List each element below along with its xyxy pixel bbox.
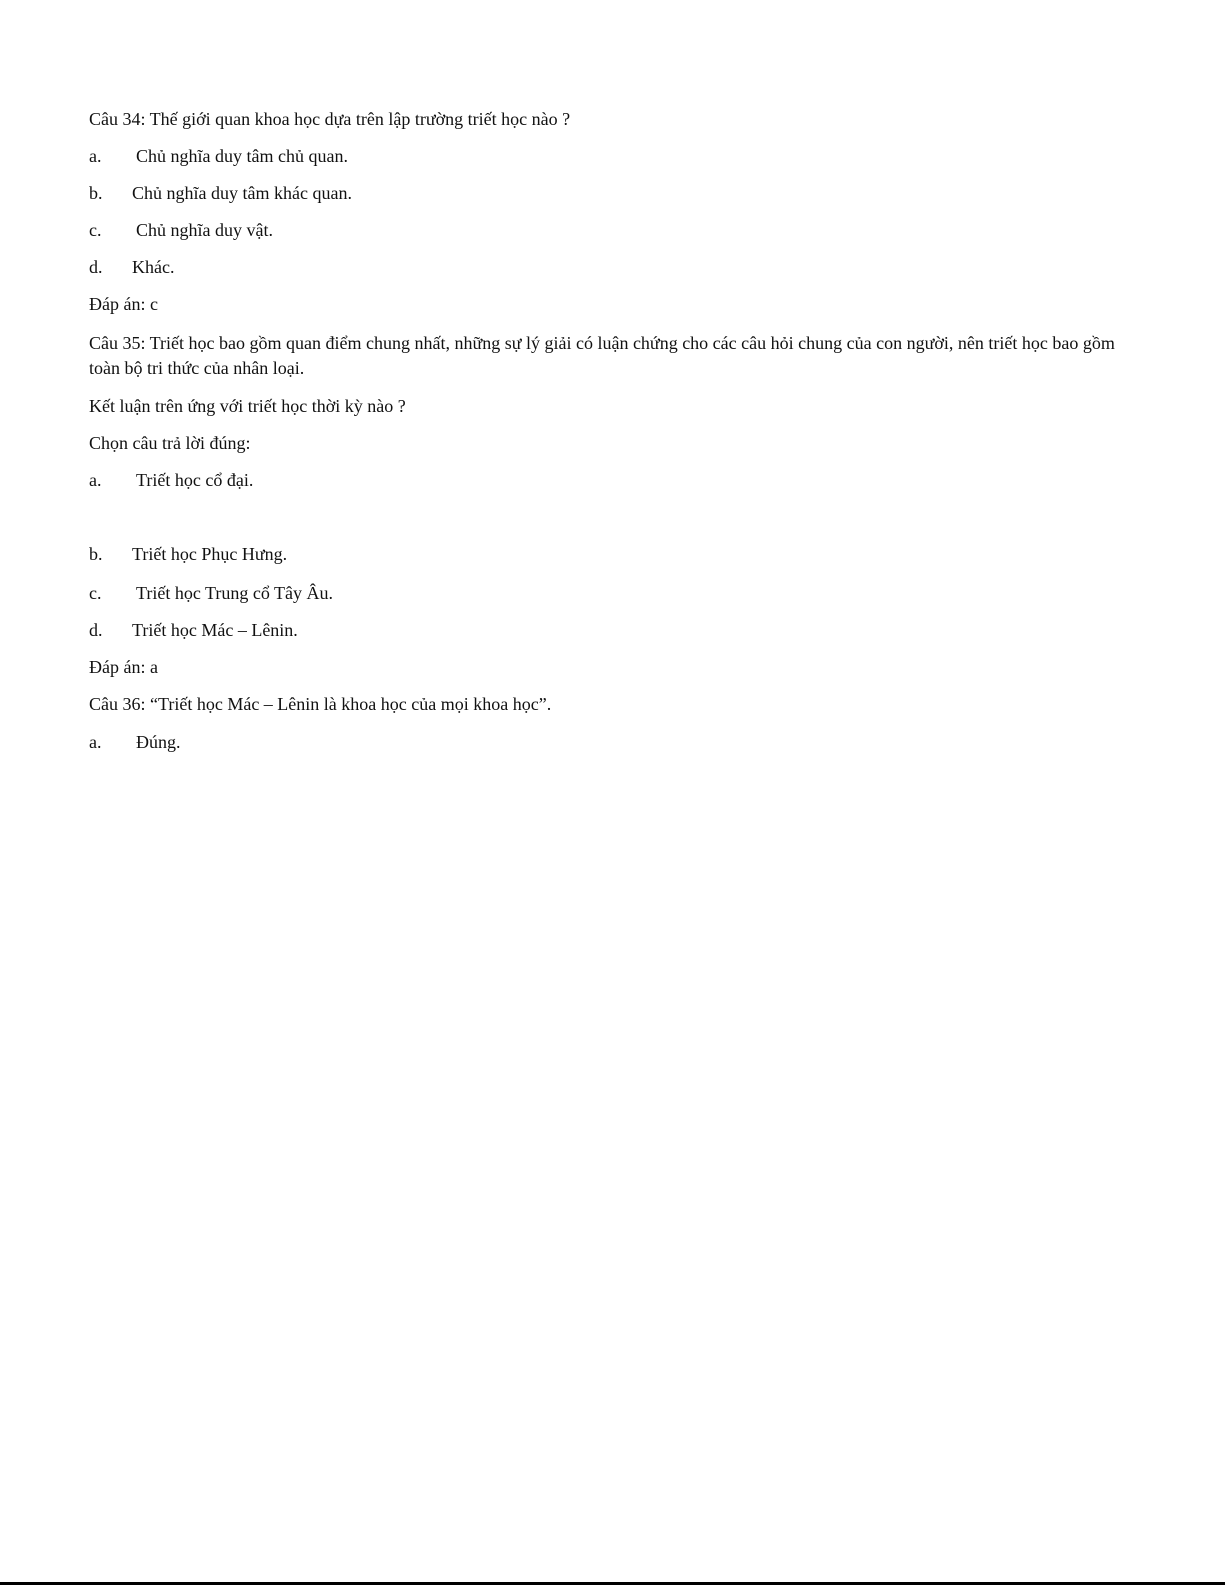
q35-answer: Đáp án: a bbox=[89, 657, 158, 677]
q35-option-b-text: Triết học Phục Hưng. bbox=[132, 544, 288, 564]
q35-option-c-letter: c. bbox=[89, 583, 102, 603]
q34-answer: Đáp án: c bbox=[89, 294, 158, 314]
q34-option-b-text: Chủ nghĩa duy tâm khác quan. bbox=[132, 183, 352, 203]
question-35: Câu 35: Triết học bao gồm quan điểm chung nhất, những sự lý giải có luận chứng cho các câu hỏi chung của con người, nên triết học bao gồm toàn bộ tri thức của nhân loại. bbox=[89, 333, 1115, 378]
q35-option-c-text: Triết học Trung cổ Tây Âu. bbox=[136, 583, 334, 603]
q34-option-b-letter: b. bbox=[89, 183, 103, 203]
q35-followup: Kết luận trên ứng với triết học thời kỳ nào ? bbox=[89, 396, 406, 416]
q35-option-a-text: Triết học cổ đại. bbox=[136, 470, 254, 490]
q35-option-d-letter: d. bbox=[89, 620, 103, 640]
question-36: Câu 36: “Triết học Mác – Lênin là khoa học của mọi khoa học”. bbox=[89, 694, 552, 714]
q34-option-c-letter: c. bbox=[89, 220, 102, 240]
q35-instruction: Chọn câu trả lời đúng: bbox=[89, 433, 251, 453]
q34-option-a-text: Chủ nghĩa duy tâm chủ quan. bbox=[136, 146, 348, 166]
question-34: Câu 34: Thế giới quan khoa học dựa trên lập trường triết học nào ? bbox=[89, 109, 571, 129]
q35-option-a-letter: a. bbox=[89, 470, 102, 490]
q36-option-a-text: Đúng. bbox=[136, 732, 181, 752]
q35-option-b-letter: b. bbox=[89, 544, 103, 564]
q34-option-c-text: Chủ nghĩa duy vật. bbox=[136, 220, 273, 240]
q35-option-d-text: Triết học Mác – Lênin. bbox=[132, 620, 298, 640]
q34-option-d-letter: d. bbox=[89, 257, 103, 277]
q36-option-a-letter: a. bbox=[89, 732, 102, 752]
q34-option-a-letter: a. bbox=[89, 146, 102, 166]
q34-option-d-text: Khác. bbox=[132, 257, 175, 277]
